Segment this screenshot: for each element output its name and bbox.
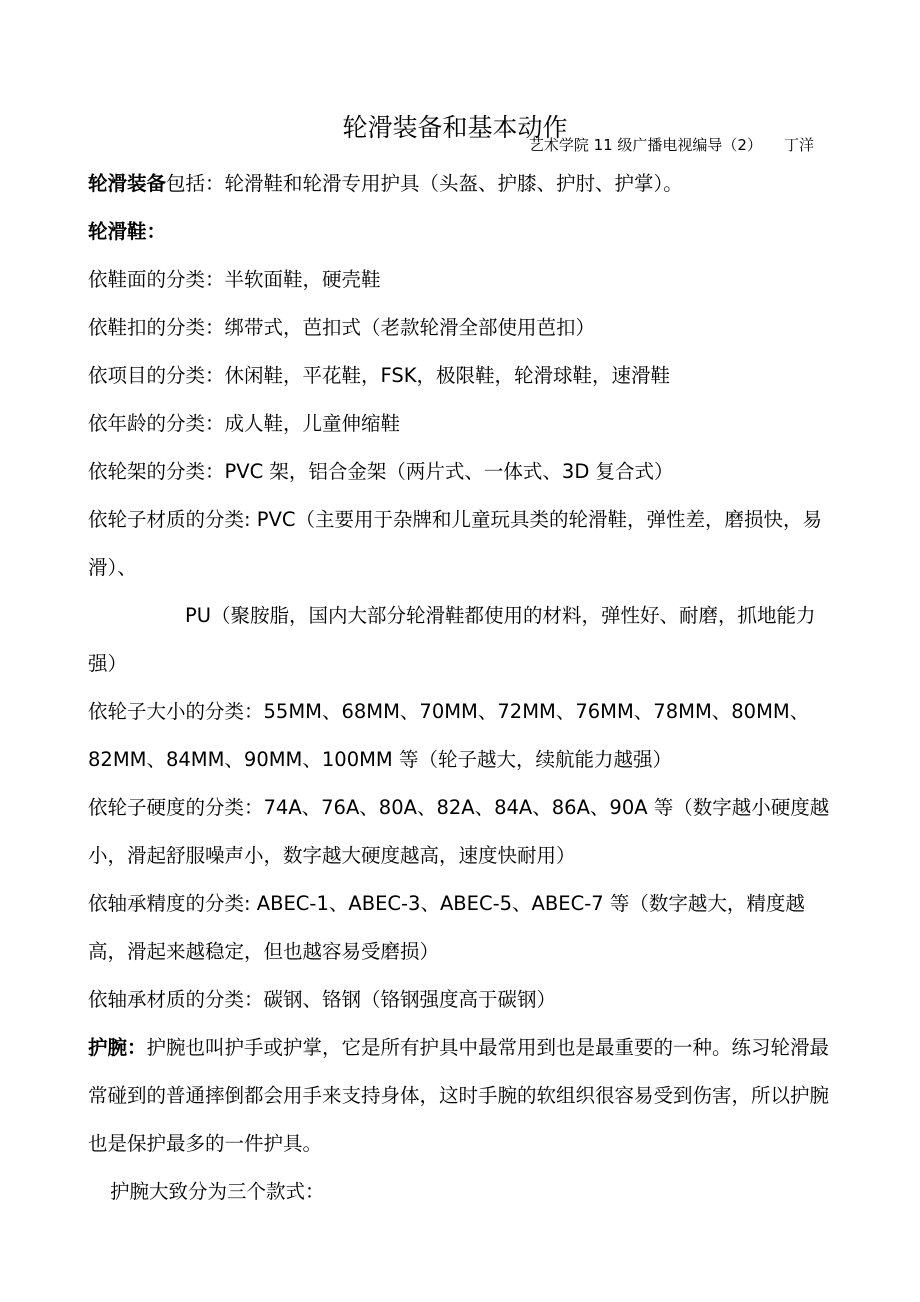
wrist-guard-styles: 护腕大致分为三个款式： bbox=[110, 1180, 325, 1203]
category-wheel-size: 依轮子大小的分类：55MM、68MM、70MM、72MM、76MM、78MM、80MM、82MM、84MM、90MM、100MM 等（轮子越大，续航能力越强） bbox=[88, 700, 810, 771]
byline-affiliation: 艺术学院 11 级广播电视编导（2） bbox=[528, 136, 762, 154]
document-title: 轮滑装备和基本动作 bbox=[342, 112, 568, 142]
intro-paragraph bbox=[88, 160, 838, 208]
intro-text: 包括：轮滑鞋和轮滑专用护具（头盔、护膝、护肘、护掌）。 bbox=[166, 172, 683, 195]
byline-author: 丁洋 bbox=[783, 136, 814, 154]
category-bearing-material: 依轴承材质的分类：碳钢、铬钢（铬钢强度高于碳钢） bbox=[88, 988, 557, 1011]
category-bearing-precision: 依轴承精度的分类: ABEC-1、ABEC-3、ABEC-5、ABEC-7 等（数字越大，精度越高，滑起来越稳定，但也越容易受磨损） bbox=[88, 892, 805, 963]
category-discipline: 依项目的分类：休闲鞋，平花鞋，FSK，极限鞋，轮滑球鞋，速滑鞋 bbox=[88, 364, 671, 387]
wrist-guard-text: 护腕也叫护手或护掌，它是所有护具中最常用到也是最重要的一种。练习轮滑最常碰到的普通摔倒都会用手来支持身体，这时手腕的软组织很容易受到伤害，所以护腕也是保护最多的一件护具。 bbox=[88, 1036, 830, 1155]
category-shoe-surface: 依鞋面的分类：半软面鞋，硬壳鞋 bbox=[88, 268, 381, 291]
wrist-guard-paragraph bbox=[88, 1024, 838, 1168]
document-body bbox=[88, 160, 838, 1216]
category-frame: 依轮架的分类：PVC 架，铝合金架（两片式、一体式、3D 复合式） bbox=[88, 460, 674, 483]
category-wheel-material: 依轮子材质的分类: PVC（主要用于杂牌和儿童玩具类的轮滑鞋，弹性差，磨损快，易滑）、 bbox=[88, 508, 822, 579]
category-buckle: 依鞋扣的分类：绑带式，芭扣式（老款轮滑全部使用芭扣） bbox=[88, 316, 596, 339]
wrist-guard-term: 护腕： bbox=[88, 1036, 147, 1059]
intro-term: 轮滑装备 bbox=[88, 172, 167, 195]
category-age: 依年龄的分类：成人鞋，儿童伸缩鞋 bbox=[88, 412, 401, 435]
skates-heading: 轮滑鞋： bbox=[88, 220, 167, 243]
category-wheel-hardness: 依轮子硬度的分类：74A、76A、80A、82A、84A、86A、90A 等（数字越小硬度越小，滑起舒服噪声小，数字越大硬度越高，速度快耐用） bbox=[88, 796, 830, 867]
byline bbox=[529, 135, 814, 155]
category-wheel-material-pu: PU（聚胺脂，国内大部分轮滑鞋都使用的材料，弹性好、耐磨，抓地能力强） bbox=[88, 604, 816, 675]
